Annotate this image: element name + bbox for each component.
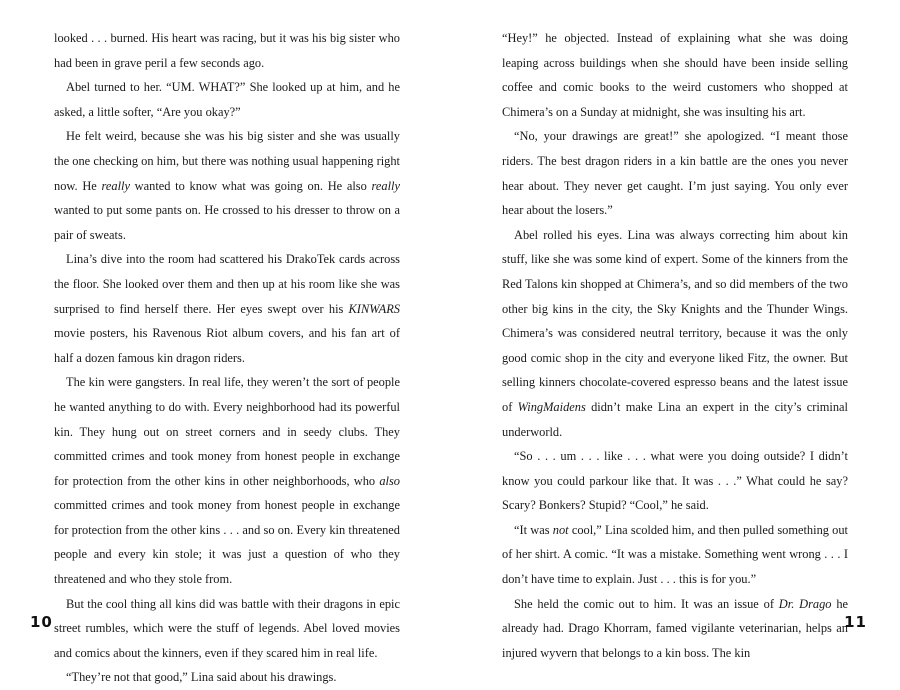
paragraph: Lina’s dive into the room had scattered his DrakoTek cards across the floor. She looked over them and then up at his room like she was surprised to find herself there. Her eyes swept over his KINWARS movie posters, his Ravenous Riot album covers, and his fan art of half a dozen famous kin dragon riders.	[54, 252, 400, 365]
paragraph: The kin were gangsters. In real life, they weren’t the sort of people he wanted anything to do with. Every neighborhood had its powerful kin. They hung out on street corners and in seedy clubs. They committed crimes and took money from honest people in exchange for protection from the other kins in other neighborhoods, who also committed crimes and took money from honest people in exchange for protection from the other kins . . . and so on. Every kin threatened people and every kin stole; it was just a question of who they threatened and who they stole from.	[54, 375, 400, 587]
page-number-right: 11	[844, 613, 867, 631]
left-page-text	[54, 26, 400, 690]
paragraph: She held the comic out to him. It was an issue of Dr. Drago he already had. Drago Khorram, famed vigilante veterinarian, helps an injured wyvern that belongs to a kin boss. The kin	[502, 596, 849, 660]
italic-text: also	[379, 473, 400, 488]
italic-text: really	[371, 178, 400, 193]
italic-text: WingMaidens	[517, 399, 586, 414]
italic-text: really	[101, 178, 130, 193]
paragraph: “No, your drawings are great!” she apologized. “I meant those riders. The best dragon riders in a kin battle are the ones you never hear about. They never get caught. I’m just saying. You only ever hear about the losers.”	[502, 129, 848, 218]
page-number-left: 10	[30, 613, 53, 631]
paragraph: “Hey!” he objected. Instead of explaining what she was doing leaping across buildings when she should have been inside selling coffee and comic books to the weird customers who shopped at Chimera’s on a Sunday at midnight, she was insulting his art.	[502, 31, 848, 119]
italic-text: Dr. Drago	[778, 596, 832, 611]
paragraph: Abel turned to her. “UM. WHAT?” She looked up at him, and he asked, a little softer, “Are you okay?”	[54, 80, 400, 119]
paragraph: But the cool thing all kins did was battle with their dragons in epic street rumbles, which were the stuff of legends. Abel loved movies and comics about the kinners, even if they scared him in real life.	[54, 596, 400, 660]
paragraph: “It was not cool,” Lina scolded him, and then pulled something out of her shirt. A comic. “It was a mistake. Something went wrong . . . I don’t have time to explain. Just . . . this is for you.”	[502, 522, 848, 587]
paragraph: “They’re not that good,” Lina said about his drawings.	[66, 670, 337, 685]
paragraph: “So . . . um . . . like . . . what were you doing outside? I didn’t know you could parkour like that. It was . . .” What could he say? Scary? Bonkers? Stupid? “Cool,” he said.	[502, 449, 848, 513]
italic-text: not	[552, 522, 569, 537]
italic-text: KINWARS	[348, 301, 400, 316]
right-page-text	[502, 26, 848, 665]
paragraph: looked . . . burned. His heart was racing, but it was his big sister who had been in grave peril a few seconds ago.	[54, 31, 400, 70]
paragraph: He felt weird, because she was his big sister and she was usually the one checking on him, but there was nothing usual happening right now. He really wanted to know what was going on. He also really wanted to put some pants on. He crossed to his dresser to throw on a pair of sweats.	[54, 129, 400, 242]
paragraph: Abel rolled his eyes. Lina was always correcting him about kin stuff, like she was some kind of expert. Some of the kinners from the Red Talons kin shopped at Chimera’s, and so did members of the two other big kins in the city, the Sky Knights and the Thunder Wings. Chimera’s was considered neutral territory, because it was the only good comic shop in the city and everyone liked Fitz, the owner. But selling kinners chocolate-covered espresso beans and the latest issue of WingMaidens didn’t make Lina an expert in the city’s criminal underworld.	[502, 227, 849, 439]
